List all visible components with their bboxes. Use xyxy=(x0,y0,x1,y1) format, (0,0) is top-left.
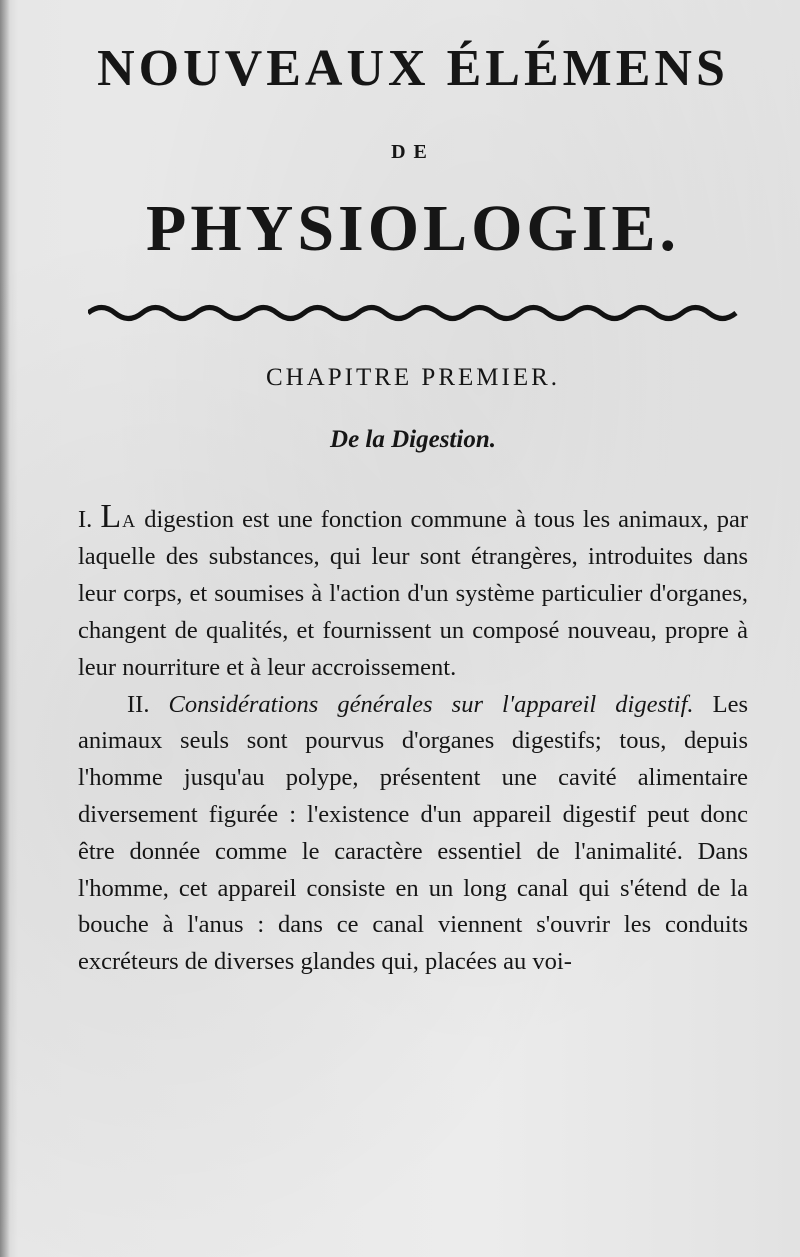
body-text xyxy=(78,497,749,981)
book-title-line-2: PHYSIOLOGIE. xyxy=(146,191,680,265)
paragraph-italic-heading: Considérations générales sur l'appareil digestif. xyxy=(168,690,694,718)
drop-cap: L xyxy=(100,497,123,535)
chapter-subtitle: De la Digestion. xyxy=(330,425,496,453)
wavy-rule-ornament xyxy=(88,302,738,324)
paragraph-number: II. xyxy=(127,690,150,718)
paragraph-text: Les animaux seuls sont pourvus d'organes digestifs; tous, depuis l'homme jusqu'au polype, présentent une cavité alimentaire diversement figurée : l'existence d'un appareil digestif peut donc être donnée comme le caractère essentiel de l'animalité. Dans l'homme, cet appareil consiste en un long canal qui s'étend de la bouche à l'anus : dans ce canal viennent s'ouvrir les conduits excréteurs de diverses glandes qui, placées au voi- xyxy=(78,690,749,976)
paragraph-number: I. xyxy=(78,505,93,533)
small-caps-letter: A xyxy=(122,510,137,531)
page-gutter-shadow xyxy=(0,0,10,1257)
paragraph-1 xyxy=(78,497,749,687)
book-title-line-1: NOUVEAUX ÉLÉMENS xyxy=(97,40,729,97)
paragraph-text: digestion est une fonction commune à tous les animaux, par laquelle des substances, qui leur sont étrangères, introduites dans leur corps, et soumises à l'action d'un système particulier d'organes, changent de qualités, et fournissent un composé nouveau, propre à leur nourriture et à leur accroissement. xyxy=(78,505,749,681)
book-title-de: DE xyxy=(391,140,435,163)
chapter-title: CHAPITRE PREMIER. xyxy=(265,363,561,391)
paragraph-2 xyxy=(78,687,748,981)
